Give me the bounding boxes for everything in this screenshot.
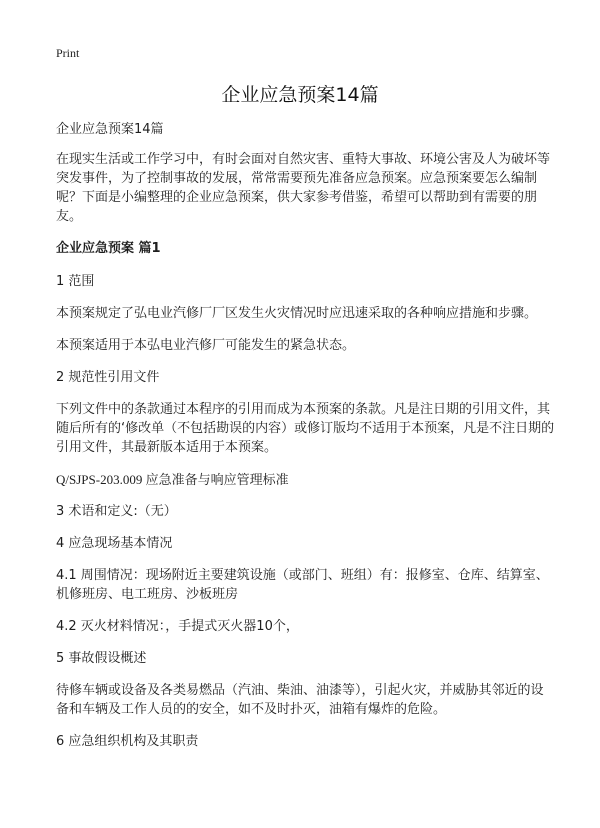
intro-paragraph: 在现实生活或工作学习中，有时会面对自然灾害、重特大事故、环境公害及人为破坏等突发事件，为了控制事故的发展，常常需要预先准备应急预案。应急预案要怎么编制呢？下面是小编整理的企业应急预案，供大家参考借鉴，希望可以帮助到有需要的朋友。 — [56, 152, 551, 224]
paragraph-site-heading: 4 应急现场基本情况 — [56, 536, 173, 551]
paragraph-scope-body: 本预案规定了弘电业汽修厂厂区发生火灾情况时应迅速采取的各种响应措施和步骤。 — [56, 306, 538, 321]
page-title: 企业应急预案14篇 — [221, 84, 379, 106]
paragraph-organization-heading: 6 应急组织机构及其职责 — [56, 734, 199, 749]
paragraph-scope-heading: 1 范围 — [56, 274, 95, 289]
paragraph-terms: 3 术语和定义:（无） — [56, 504, 177, 519]
print-label: Print — [56, 46, 80, 60]
paragraph-references-heading: 2 规范性引用文件 — [56, 370, 160, 385]
document-subtitle: 企业应急预案14篇 — [56, 122, 164, 137]
paragraph-materials: 4.2 灭火材料情况：，手提式灭火器10个， — [56, 619, 299, 634]
document-body — [56, 120, 556, 764]
paragraph-scope-applicability: 本预案适用于本弘电业汽修厂可能发生的紧急状态。 — [56, 338, 356, 353]
paragraph-standard-reference: Q/SJPS-203.009 应急准备与响应管理标准 — [56, 472, 289, 487]
paragraph-references-body: 下列文件中的条款通过本程序的引用而成为本预案的条款。凡是注日期的引用文件，其随后所有的‘修改单（不包括勘误的内容）或修订版均不适用于本预案，凡是不注日期的引用文件，其最新版本适用于本预案。 — [56, 402, 555, 455]
paragraph-incident-body: 待修车辆或设备及各类易燃品（汽油、柴油、油漆等），引起火灾，并威胁其邻近的设备和车辆及工作人员的的安全，如不及时扑灭，油箱有爆炸的危险。 — [56, 683, 544, 717]
paragraph-incident-heading: 5 事故假设概述 — [56, 651, 147, 666]
section-heading: 企业应急预案 篇1 — [56, 241, 161, 256]
paragraph-surroundings: 4.1 周围情况：现场附近主要建筑设施（或部门、班组）有：报修室、仓库、结算室、机修班房、电工班房、沙板班房 — [56, 568, 549, 602]
